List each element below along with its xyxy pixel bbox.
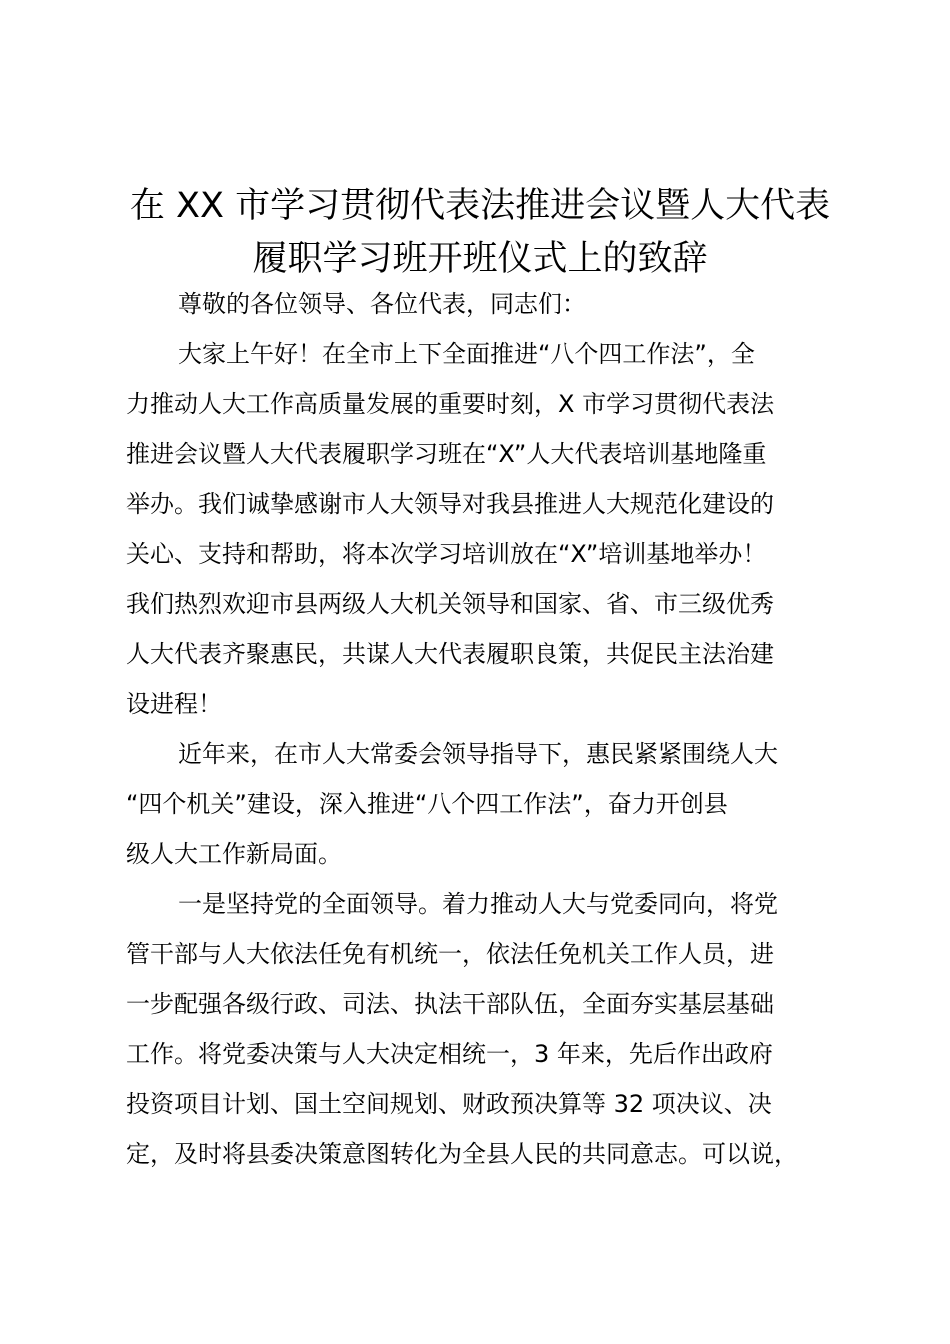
paragraph-1-line: 推进会议暨人大代表履职学习班在“X”人大代表培训基地隆重 bbox=[126, 440, 767, 468]
paragraph-1-line: 举办。我们诚挚感谢市人大领导对我县推进人大规范化建设的 bbox=[126, 490, 774, 518]
paragraph-3-line: 定，及时将县委决策意图转化为全县人民的共同意志。可以说， bbox=[126, 1140, 798, 1168]
salutation: 尊敬的各位领导、各位代表，同志们： bbox=[178, 290, 586, 318]
paragraph-1-line: 力推动人大工作高质量发展的重要时刻，X 市学习贯彻代表法 bbox=[126, 390, 775, 418]
paragraph-1-line: 我们热烈欢迎市县两级人大机关领导和国家、省、市三级优秀 bbox=[126, 590, 774, 618]
paragraph-3-line: 管干部与人大依法任免有机统一，依法任免机关工作人员，进 bbox=[126, 940, 774, 968]
paragraph-2-line: “四个机关”建设，深入推进“八个四工作法”，奋力开创县 bbox=[126, 790, 728, 818]
paragraph-1-line: 关心、支持和帮助，将本次学习培训放在“X”培训基地举办！ bbox=[126, 540, 767, 568]
paragraph-1-line: 设进程！ bbox=[126, 690, 222, 718]
document-title-line-1: 在 XX 市学习贯彻代表法推进会议暨人大代表 bbox=[129, 186, 831, 226]
paragraph-1-line: 大家上午好！在全市上下全面推进“八个四工作法”，全 bbox=[178, 340, 755, 368]
paragraph-1-line: 人大代表齐聚惠民，共谋人大代表履职良策，共促民主法治建 bbox=[126, 640, 774, 668]
paragraph-2-line: 近年来，在市人大常委会领导指导下，惠民紧紧围绕人大 bbox=[178, 740, 778, 768]
document-title-line-2: 履职学习班开班仪式上的致辞 bbox=[252, 239, 708, 279]
paragraph-3-line: 投资项目计划、国土空间规划、财政预决算等 32 项决议、决 bbox=[126, 1090, 772, 1118]
paragraph-3-line: 一是坚持党的全面领导。着力推动人大与党委同向，将党 bbox=[178, 890, 778, 918]
paragraph-3-line: 一步配强各级行政、司法、执法干部队伍，全面夯实基层基础 bbox=[126, 990, 774, 1018]
paragraph-2-line: 级人大工作新局面。 bbox=[126, 840, 342, 868]
paragraph-3-line: 工作。将党委决策与人大决定相统一，3 年来，先后作出政府 bbox=[126, 1040, 773, 1068]
